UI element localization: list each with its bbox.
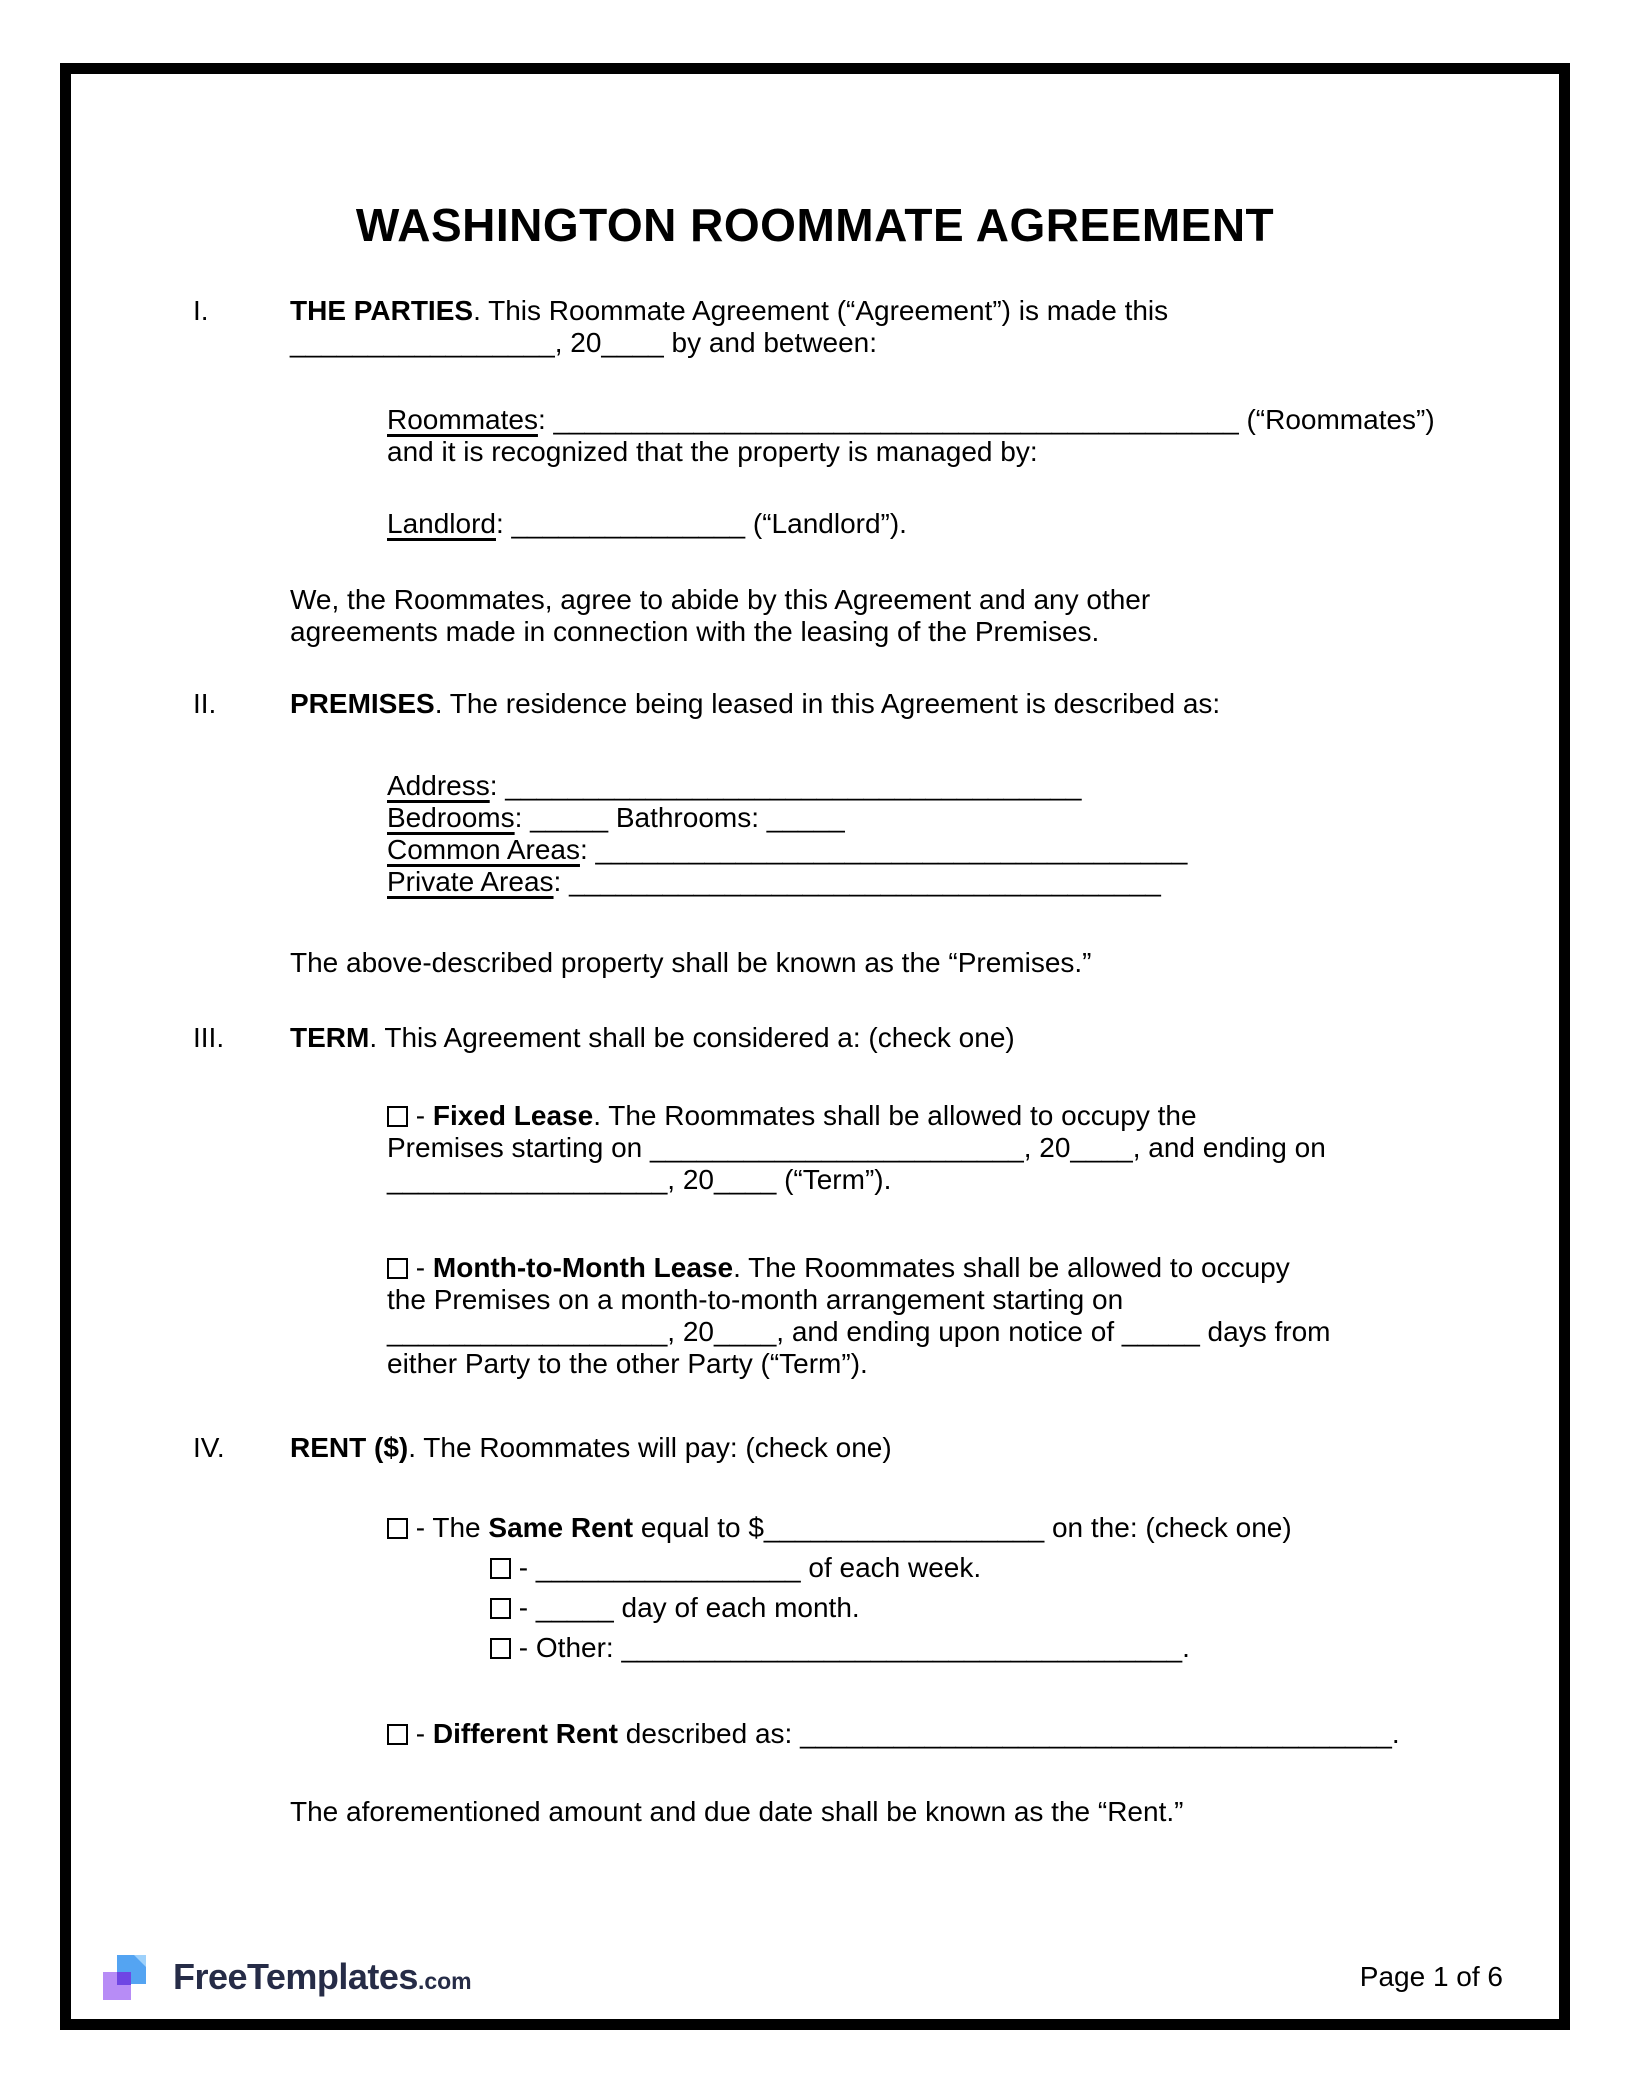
text-run: : ______________________________________ [579, 834, 1188, 865]
weekly-due-date-checkbox[interactable] [490, 1558, 511, 1579]
sub-indent-spacer [387, 1616, 490, 1617]
freetemplates-logo-icon [101, 1953, 147, 2001]
doc-line [387, 866, 1559, 898]
text-run: THE PARTIES [290, 295, 474, 326]
text-run: _________________, 20____ by and between: [290, 327, 877, 358]
different-rent-option [387, 1718, 1559, 1750]
section-i-the-parties [193, 295, 1559, 359]
text-run: - _________________ of each week. [511, 1552, 982, 1583]
sub-indent-spacer [387, 1576, 490, 1577]
text-run: - The [408, 1512, 489, 1543]
text-run: The aforementioned amount and due date shall be known as the “Rent.” [290, 1796, 1184, 1827]
text-run: agreements made in connection with the leasing of the Premises. [290, 616, 1100, 647]
text-run: . The Roommates shall be allowed to occupy [733, 1252, 1290, 1283]
text-run: : ______________________________________ [553, 866, 1161, 897]
text-run: the Premises on a month-to-month arrangement starting on [387, 1284, 1124, 1315]
doc-line [387, 404, 1559, 436]
brand-name: FreeTemplates [173, 1956, 418, 1997]
doc-line [290, 947, 1559, 979]
document-title: WASHINGTON ROOMMATE AGREEMENT [355, 199, 1275, 251]
brand-tld: .com [417, 1968, 472, 1994]
underlined-label: Address [387, 770, 490, 801]
page-number: Page 1 of 6 [1359, 1961, 1503, 1992]
section-iii-term [193, 1022, 1559, 1054]
doc-line [290, 1022, 1559, 1054]
doc-line [387, 508, 1559, 540]
fixed-lease-checkbox[interactable] [387, 1106, 408, 1127]
logo-folded-corner [134, 1955, 146, 1967]
doc-line [387, 1316, 1559, 1348]
underlined-label: Bedrooms [387, 802, 515, 833]
text-run: - Other: ____________________________________. [511, 1632, 1190, 1663]
section-numeral: IV. [193, 1432, 225, 1463]
doc-line [387, 1164, 1559, 1196]
same-rent-option [387, 1512, 1559, 1664]
text-run: - _____ day of each month. [511, 1592, 860, 1623]
doc-line [290, 584, 1559, 616]
underlined-label: Roommates [387, 404, 538, 435]
doc-line [387, 1284, 1559, 1316]
doc-line [387, 1100, 1559, 1132]
premises-fields [387, 770, 1559, 898]
doc-line [290, 295, 1559, 327]
rent-known-as [290, 1796, 1559, 1828]
roommates-clause [387, 404, 1559, 468]
landlord-clause [387, 508, 1559, 540]
section-iv-rent [193, 1432, 1559, 1464]
sub-indent-spacer [387, 1656, 490, 1657]
text-run: . The Roommates will pay: (check one) [408, 1432, 892, 1463]
text-run: equal to $__________________ on the: (check one) [633, 1512, 1292, 1543]
text-run: Same Rent [488, 1512, 634, 1543]
text-run: . The Roommates shall be allowed to occupy the [593, 1100, 1197, 1131]
text-run: Different Rent [432, 1718, 619, 1749]
other-due-date-checkbox[interactable] [490, 1638, 511, 1659]
doc-line [387, 1632, 1559, 1664]
document-body [71, 295, 1559, 1828]
underlined-label: Private Areas [387, 866, 554, 897]
doc-line [387, 1512, 1559, 1544]
section-numeral: I. [193, 295, 209, 326]
doc-line [387, 834, 1559, 866]
text-run: PREMISES [290, 688, 435, 719]
page-content [71, 74, 1559, 2019]
text-run: __________________, 20____, and ending upon notice of _____ days from [387, 1316, 1331, 1347]
underlined-label: Common Areas [387, 834, 580, 865]
text-run: RENT ($) [290, 1432, 409, 1463]
premises-known-as [290, 947, 1559, 979]
freetemplates-logo [101, 1953, 472, 2001]
doc-line [290, 327, 1559, 359]
roommates-agreement-paragraph [290, 584, 1559, 648]
doc-line [387, 436, 1559, 468]
logo-overlap-shade [117, 1972, 131, 1985]
text-run: : _____________________________________ [489, 770, 1082, 801]
doc-line [387, 770, 1559, 802]
page-border-frame [60, 63, 1570, 2030]
doc-line [387, 1252, 1559, 1284]
text-run: . This Roommate Agreement (“Agreement”) is made this [473, 295, 1169, 326]
doc-line [290, 688, 1559, 720]
doc-line [387, 802, 1559, 834]
doc-line [387, 1592, 1559, 1624]
text-run: Month-to-Month Lease [432, 1252, 734, 1283]
text-run: - [408, 1718, 433, 1749]
brand-wordmark [173, 1956, 472, 1998]
text-run: : ____________________________________________ (“Roommates”) [537, 404, 1435, 435]
section-ii-premises [193, 688, 1559, 720]
month-to-month-option [387, 1252, 1559, 1380]
doc-line [387, 1348, 1559, 1380]
text-run: __________________, 20____ (“Term”). [387, 1164, 892, 1195]
text-run: and it is recognized that the property is managed by: [387, 436, 1038, 467]
text-run: Fixed Lease [432, 1100, 594, 1131]
text-run: - [408, 1100, 433, 1131]
text-run: : _______________ (“Landlord”). [495, 508, 907, 539]
text-run: TERM [290, 1022, 370, 1053]
section-numeral: II. [193, 688, 217, 719]
doc-line [387, 1552, 1559, 1584]
fixed-lease-option [387, 1100, 1559, 1196]
same-rent-checkbox[interactable] [387, 1518, 408, 1539]
doc-line [387, 1718, 1559, 1750]
doc-line [290, 1796, 1559, 1828]
text-run: The above-described property shall be known as the “Premises.” [290, 947, 1092, 978]
text-run: . This Agreement shall be considered a: (check one) [369, 1022, 1015, 1053]
text-run: described as: ______________________________________. [618, 1718, 1400, 1749]
text-run: - [408, 1252, 433, 1283]
text-run: Premises starting on ________________________, 20____, and ending on [387, 1132, 1326, 1163]
doc-line [290, 616, 1559, 648]
different-rent-checkbox[interactable] [387, 1724, 408, 1745]
text-run: We, the Roommates, agree to abide by this Agreement and any other [290, 584, 1151, 615]
doc-line [387, 1132, 1559, 1164]
month-to-month-lease-checkbox[interactable] [387, 1258, 408, 1279]
doc-line [290, 1432, 1559, 1464]
text-run: either Party to the other Party (“Term”). [387, 1348, 868, 1379]
text-run: : _____ Bathrooms: _____ [514, 802, 845, 833]
monthly-due-date-checkbox[interactable] [490, 1598, 511, 1619]
text-run: . The residence being leased in this Agreement is described as: [434, 688, 1221, 719]
page-footer [101, 1953, 1503, 2001]
section-numeral: III. [193, 1022, 225, 1053]
underlined-label: Landlord [387, 508, 496, 539]
